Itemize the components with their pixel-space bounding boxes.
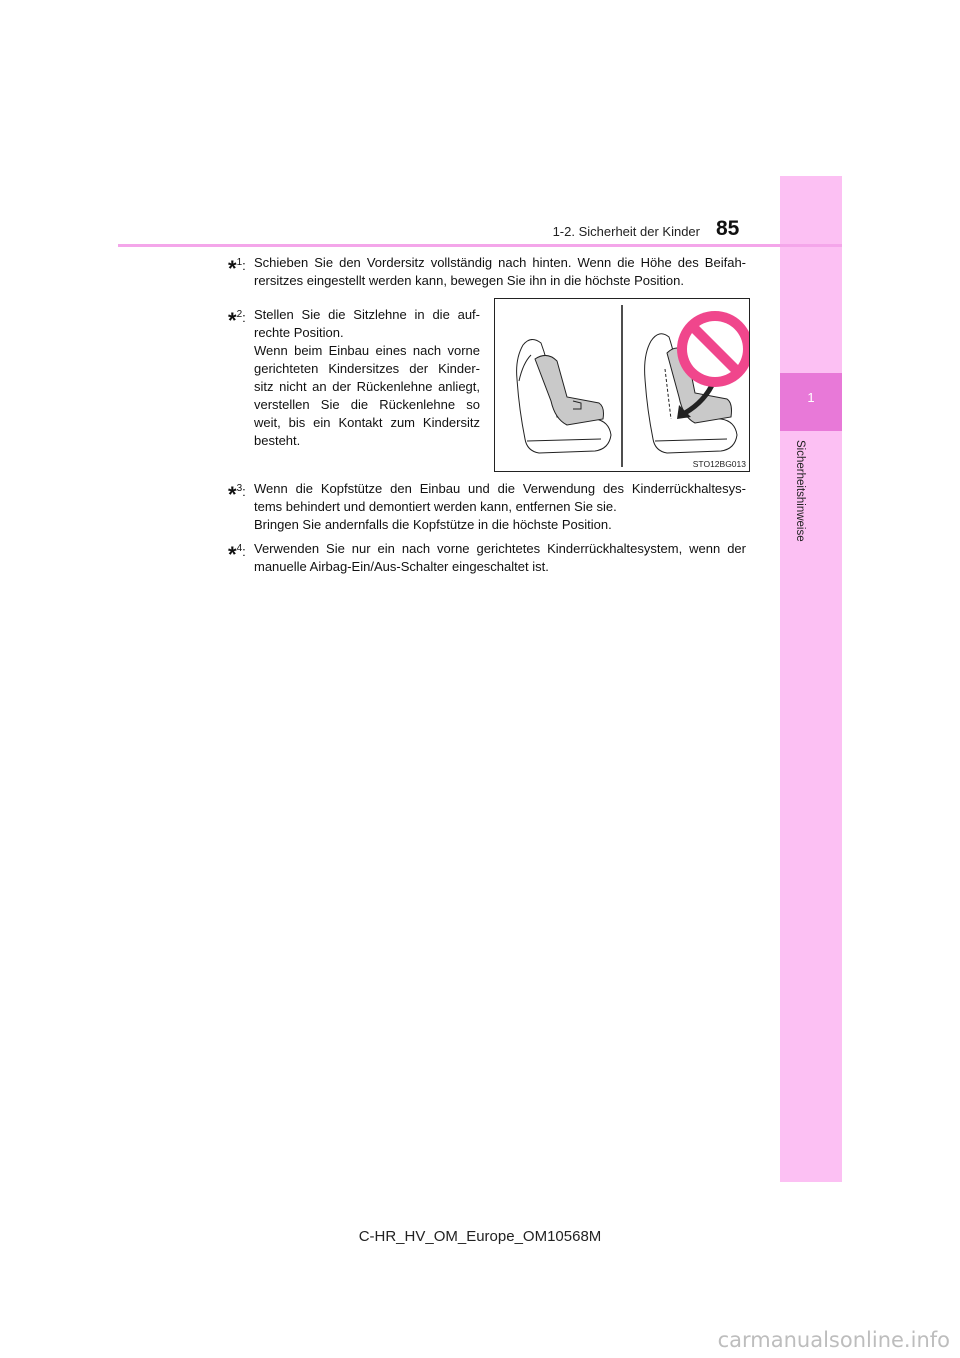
note-marker: *$^3$:	[228, 482, 246, 507]
note-line: rechte Position.	[254, 325, 344, 340]
watermark[interactable]: carmanualsonline.info	[717, 1328, 950, 1352]
note-line: Wenn die Kopfstütze den Einbau und die Verwendung des Kinderrückhaltesys-	[254, 481, 746, 496]
note-line: besteht.	[254, 433, 301, 448]
note-line: weit, bis ein Kontakt zum Kindersitz	[254, 415, 480, 430]
note-1	[228, 254, 746, 290]
page-number: 85	[716, 217, 740, 240]
chapter-number: 1	[807, 390, 815, 405]
note-marker: *$^1$:	[228, 256, 246, 281]
document-footer: C-HR_HV_OM_Europe_OM10568M	[358, 1228, 602, 1245]
note-line: manuelle Airbag-Ein/Aus-Schalter eingeschaltet ist.	[254, 559, 549, 574]
note-line: Bringen Sie andernfalls die Kopfstütze in die höchste Position.	[254, 517, 612, 532]
chapter-side-tab	[780, 176, 842, 1182]
seat-correct	[517, 339, 611, 453]
note-2	[228, 306, 480, 450]
note-line: sitz nicht an der Rückenlehne anliegt,	[254, 379, 480, 394]
header-rule	[118, 244, 842, 247]
note-line: tems behindert und demontiert werden kann, entfernen Sie sie.	[254, 499, 617, 514]
note-marker: *$^2$:	[228, 308, 246, 333]
section-title: 1-2. Sicherheit der Kinder	[552, 224, 700, 239]
note-line: Verwenden Sie nur ein nach vorne gerichtetes Kinderrückhaltesystem, wenn der	[254, 541, 746, 556]
note-line: Wenn beim Einbau eines nach vorne	[254, 343, 480, 358]
note-line: Stellen Sie die Sitzlehne in die auf-	[254, 307, 480, 322]
figure-code: STO12BG013	[692, 459, 746, 469]
note-line: verstellen Sie die Rückenlehne so	[254, 397, 480, 412]
note-line: Schieben Sie den Vordersitz vollständig nach hinten. Wenn die Höhe des Beifah-	[254, 255, 746, 270]
note-line: gerichteten Kindersitzes der Kinder-	[254, 361, 480, 376]
note-4	[228, 540, 746, 576]
seat-drawing	[495, 299, 749, 471]
child-seat-illustration	[494, 298, 750, 472]
note-line: rersitzes eingestellt werden kann, bewegen Sie ihn in die höchste Position.	[254, 273, 684, 288]
chapter-label: Sicherheitshinweise	[794, 440, 806, 542]
note-3	[228, 480, 746, 534]
note-marker: *$^4$:	[228, 542, 246, 567]
